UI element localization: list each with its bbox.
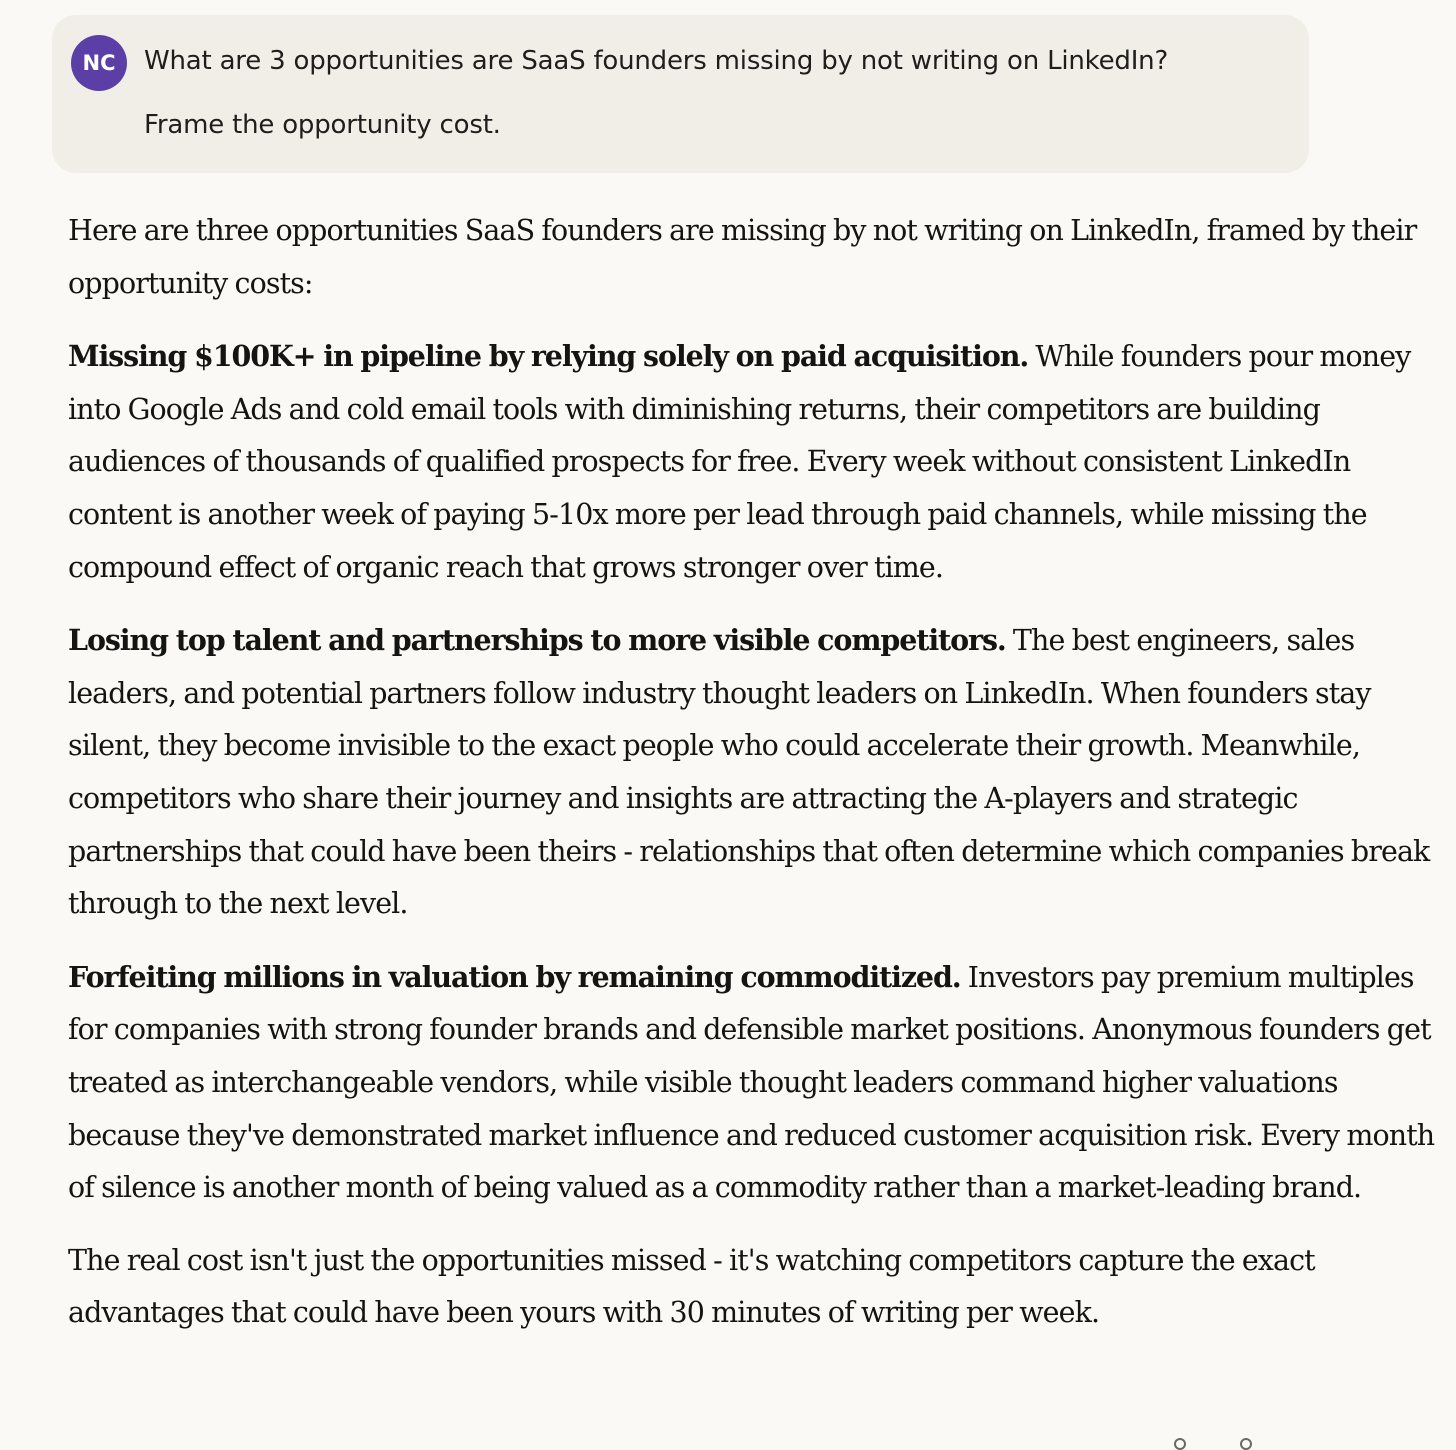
response-point-2 (68, 614, 1438, 931)
point-2-heading: Losing top talent and partnerships to more visible competitors. (68, 623, 1006, 658)
point-3-heading: Forfeiting millions in valuation by remaining commoditized. (68, 959, 961, 994)
action-icon[interactable] (1240, 1438, 1252, 1450)
point-3-body: Investors pay premium multiples for companies with strong founder brands and defensible market positions. Anonymous founders get treated as interchangeable vendors, while visible thought leaders command higher valuations because they've demonstrated market influence and reduced customer acquisition risk. Every month of silence is another month of being valued as a commodity rather than a market-leading brand. (68, 960, 1435, 1205)
response-point-1 (68, 330, 1438, 594)
action-icon[interactable] (1174, 1438, 1186, 1450)
message-actions (1170, 1432, 1290, 1444)
avatar: NC (71, 35, 127, 91)
user-message-bubble (52, 15, 1309, 173)
user-message-line-2: Frame the opportunity cost. (144, 110, 501, 140)
response-intro: Here are three opportunities SaaS founders are missing by not writing on LinkedIn, framed by their opportunity costs: (68, 214, 1417, 300)
user-message-line-1: What are 3 opportunities are SaaS founders missing by not writing on LinkedIn? (144, 46, 1169, 76)
point-1-body: While founders pour money into Google Ads and cold email tools with diminishing returns, their competitors are building audiences of thousands of qualified prospects for free. Every week without consistent LinkedIn content is another week of paying 5-10x more per lead through paid channels, while missing the compound effect of organic reach that grows stronger over time. (68, 340, 1411, 584)
response-point-3 (68, 951, 1438, 1215)
assistant-response (68, 205, 1438, 1360)
response-conclusion: The real cost isn't just the opportunities missed - it's watching competitors capture the exact advantages that could have been yours with 30 minutes of writing per week. (68, 1243, 1315, 1330)
point-2-body: The best engineers, sales leaders, and potential partners follow industry thought leaders on LinkedIn. When founders stay silent, they become invisible to the exact people who could accelerate their growth. Meanwhile, competitors who share their journey and insights are attracting the A-players and strategic partnerships that could have been theirs - relationships that often determine which companies break through to the next level. (68, 624, 1430, 921)
point-1-heading: Missing $100K+ in pipeline by relying solely on paid acquisition. (68, 339, 1029, 374)
